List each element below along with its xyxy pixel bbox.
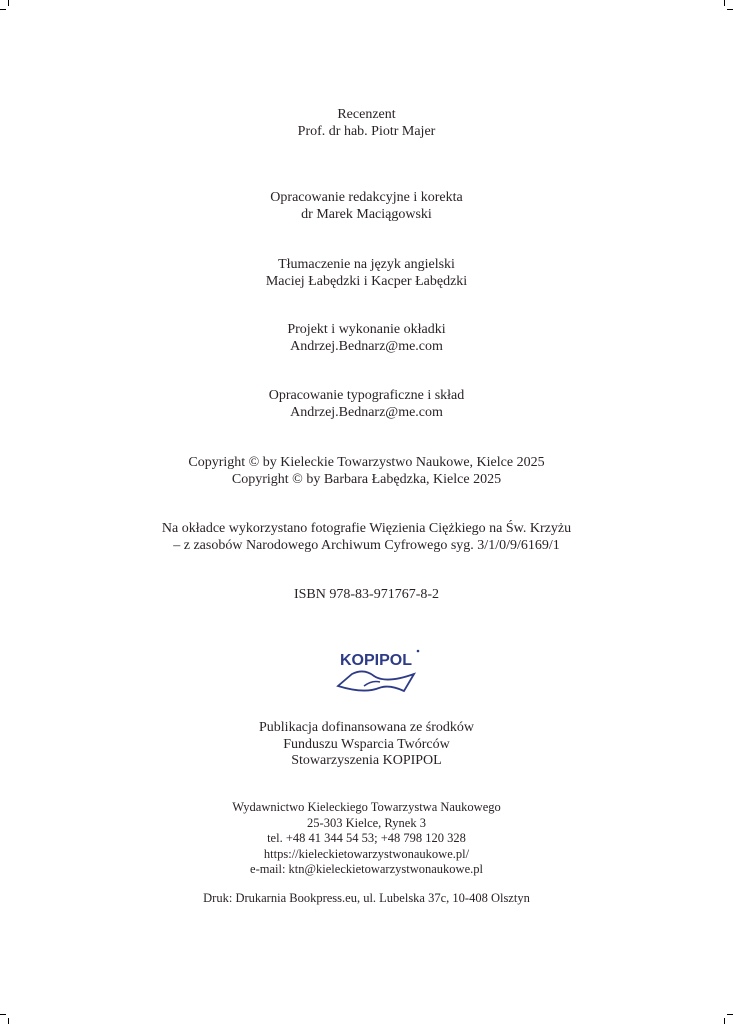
funding-block: [0, 720, 733, 770]
printer-block: [0, 891, 733, 907]
translation-name: Maciej Łabędzki i Kacper Łabędzki: [265, 273, 468, 289]
crop-mark: [8, 0, 9, 6]
crop-mark: [0, 9, 6, 10]
printer-line: Druk: Drukarnia Bookpress.eu, ul. Lubelska 37c, 10-408 Olsztyn: [203, 891, 530, 905]
isbn: ISBN 978-83-971767-8-2: [293, 587, 440, 602]
typesetting-block: [0, 388, 733, 421]
svg-text:KOPIPOL: KOPIPOL: [339, 652, 413, 669]
publisher-email: e-mail: ktn@kieleckietowarzystwonaukowe.pl: [250, 862, 483, 876]
publisher-address: 25-303 Kielce, Rynek 3: [307, 815, 426, 830]
copyright-line: Copyright © by Barbara Łabędzka, Kielce 2025: [231, 471, 502, 487]
reviewer-label: Recenzent: [337, 107, 396, 122]
funding-line: Stowarzyszenia KOPIPOL: [291, 753, 442, 768]
typesetting-label: Opracowanie typograficzne i skład: [268, 388, 465, 403]
translation-label: Tłumaczenie na język angielski: [278, 257, 455, 272]
typesetting-name: Andrzej.Bednarz@me.com: [290, 404, 443, 420]
crop-mark: [727, 1014, 733, 1015]
editing-label: Opracowanie redakcyjne i korekta: [270, 190, 463, 205]
publisher-name: Wydawnictwo Kieleckiego Towarzystwa Naukowego: [232, 800, 501, 814]
cover-name: Andrzej.Bednarz@me.com: [290, 338, 443, 354]
publisher-block: [0, 800, 733, 878]
crop-mark: [724, 0, 725, 6]
reviewer-name: Prof. dr hab. Piotr Majer: [297, 123, 436, 139]
editing-block: [0, 190, 733, 223]
copyright-block: [0, 455, 733, 488]
kopipol-logo: [334, 646, 424, 694]
reviewer-block: [0, 107, 733, 140]
cover-photo-block: [0, 521, 733, 554]
translation-block: [0, 257, 733, 290]
crop-mark: [0, 1014, 6, 1015]
crop-mark: [727, 9, 733, 10]
publisher-phone: tel. +48 41 344 54 53; +48 798 120 328: [267, 831, 466, 845]
cover-photo-line: Na okładce wykorzystano fotografie Więzienia Ciężkiego na Św. Krzyżu: [161, 521, 572, 536]
funding-line: Funduszu Wsparcia Twórców: [283, 736, 450, 752]
editing-name: dr Marek Maciągowski: [301, 206, 432, 222]
isbn-block: [0, 587, 733, 604]
copyright-line: Copyright © by Kieleckie Towarzystwo Naukowe, Kielce 2025: [188, 455, 545, 470]
crop-mark: [724, 1018, 725, 1024]
cover-label: Projekt i wykonanie okładki: [287, 322, 446, 337]
cover-block: [0, 322, 733, 355]
publisher-website: https://kieleckietowarzystwonaukowe.pl/: [263, 846, 470, 861]
cover-photo-line: – z zasobów Narodowego Archiwum Cyfrowego syg. 3/1/0/9/6169/1: [173, 537, 560, 553]
funding-line: Publikacja dofinansowana ze środków: [259, 720, 474, 735]
crop-mark: [8, 1018, 9, 1024]
